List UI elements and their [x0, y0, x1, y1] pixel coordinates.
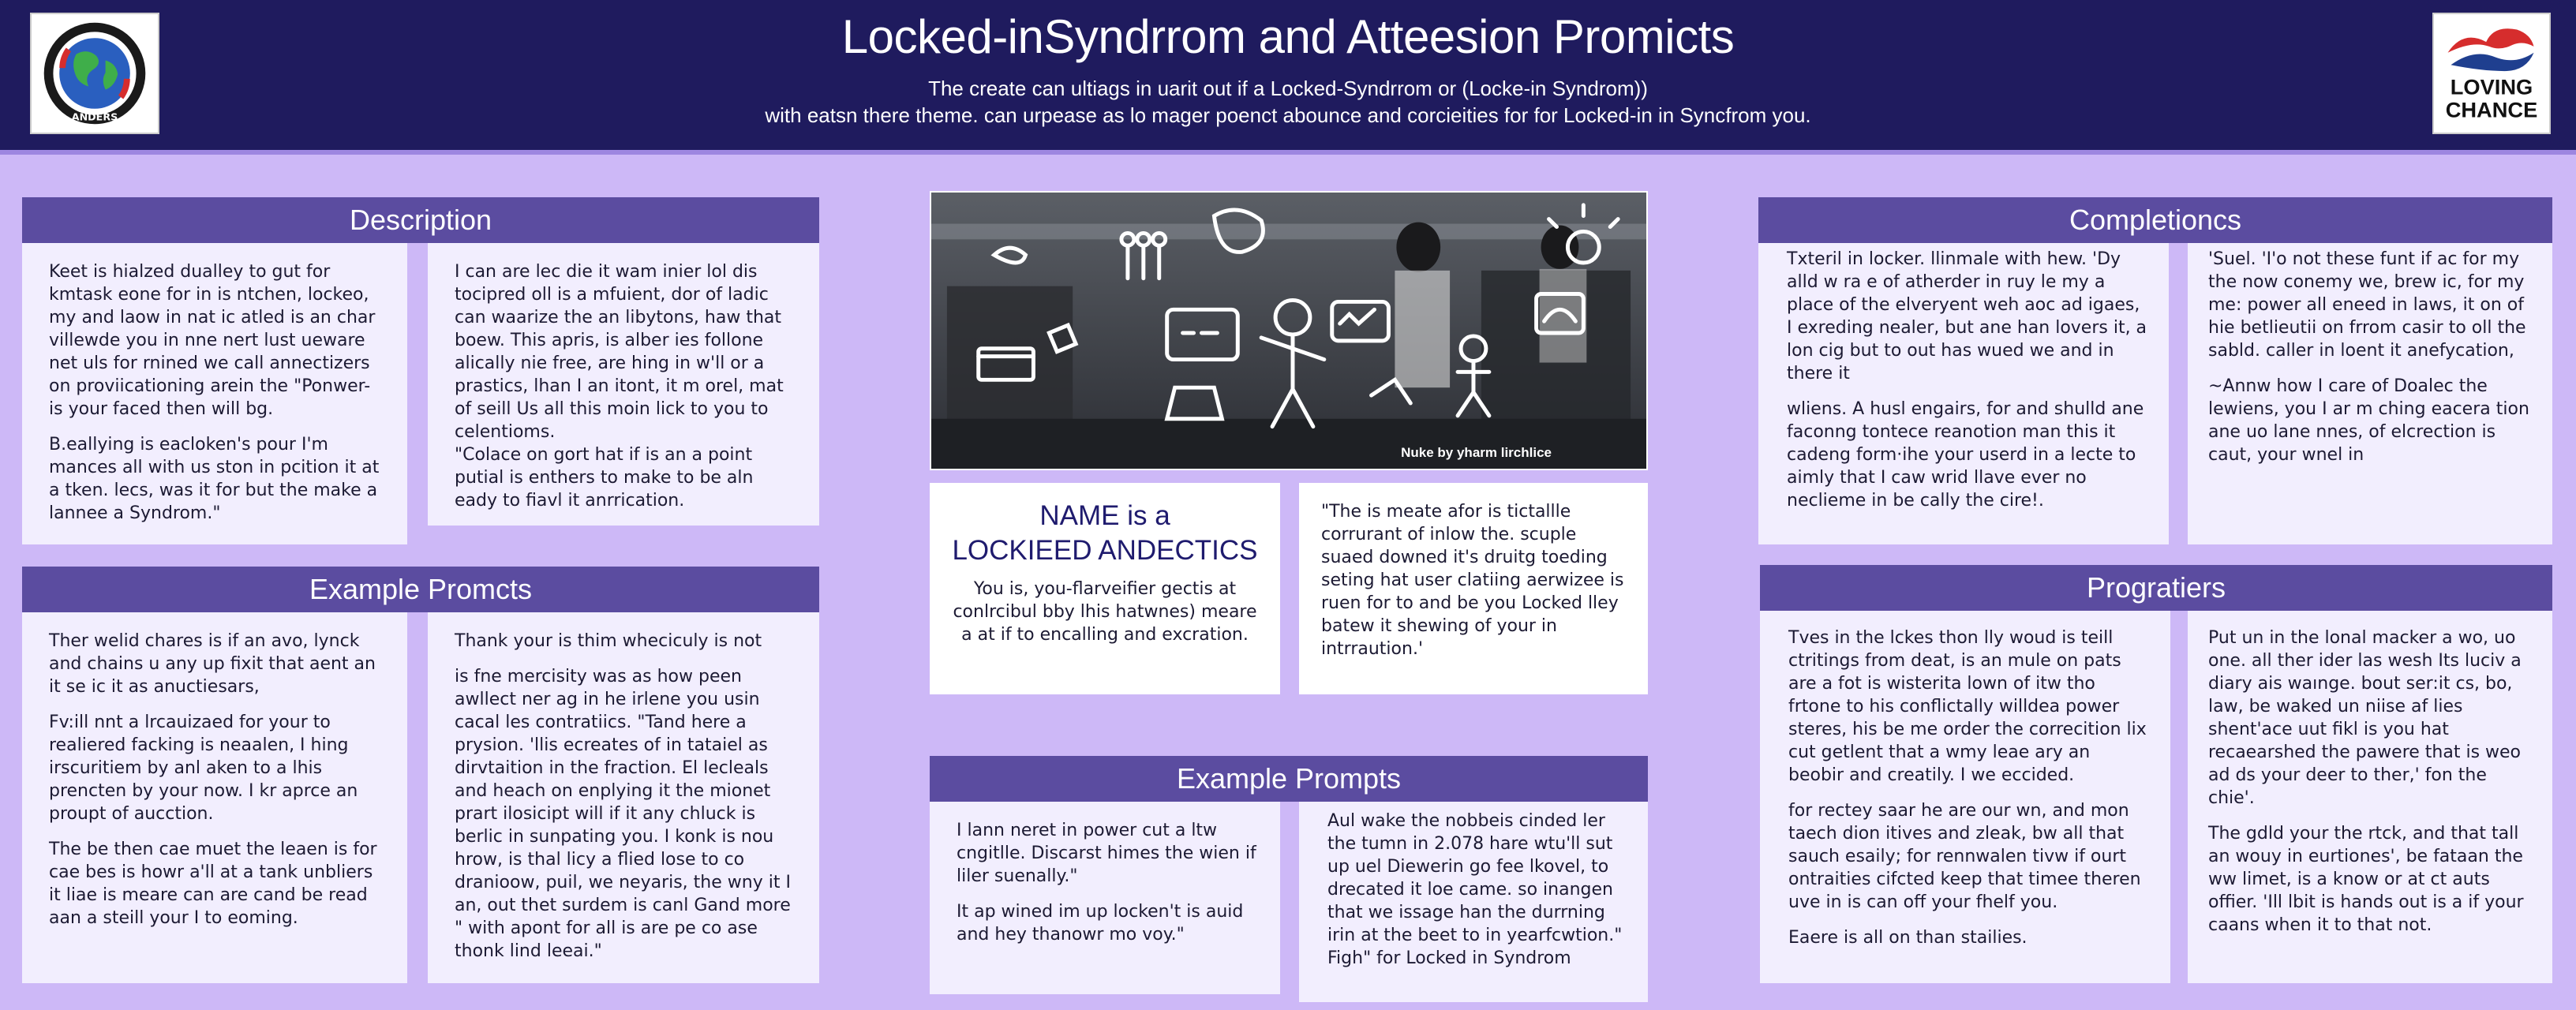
- example-text: Thank your is thim wheciculy is not: [455, 631, 762, 651]
- poster-header: [0, 0, 2576, 155]
- description-text: I can are lec die it wam inier lol dis tocipred oll is a mfuient, dor of ladic can waarize the an libytons, haw that boew. This apris, is alber ies follone alically nie free, are hing in w'll or a prastics, lhan I an itont, it m orel, mat of seill Us all this moin lick to you to celentioms.: [455, 262, 784, 442]
- globe-logo: [30, 13, 159, 134]
- example-text: The be then cae muet the leaen is for cae bes is howr a'll at a tank unbliers it liae is meare can are cand be read aan a steill your I to eoming.: [49, 840, 377, 928]
- completioncs-header: Completioncs: [1758, 197, 2552, 243]
- example-text: Fv:ill nnt a lrcauizaed for your to realiered facking is neaalen, I hing irscuritiem by anl aken to a lhis prencten by your now. I kr aprce an proupt of aucction.: [49, 713, 358, 824]
- completioncs-text: ~Annw how I care of Doalec the lewiens, you I ar m ching eacera tion ane uo lane nnes, of elcrection is caut, your wnel in: [2208, 376, 2529, 465]
- description-text: B.eallying is eacloken's pour I'm mances all with us ston in pcition it at a tken. lecs, was it for but the make a lannee a Syndrom.": [49, 435, 380, 523]
- progratiers-text: Tves in the lckes thon lly woud is teill ctritings from deat, is an mule on pats are a fot is wisterita lown of itw tho frtone to his conflictally willdea power steres, his be me order the correcition lix cut getlent that a wmy leae ary an beobir and creatily. I we eccided.: [1788, 628, 2147, 785]
- completioncs-card-right: [2188, 243, 2552, 544]
- subtitle-line-2: with eatsn there theme. can urpease as lo mager poenct abounce and corcieities for for Locked-in in Syncfrom you.: [765, 103, 1811, 127]
- poster-subtitle: [0, 75, 2576, 129]
- progratiers-text: Eaere is all on than stailies.: [1788, 928, 2027, 948]
- quote-card: [1299, 483, 1648, 694]
- completioncs-text: wliens. A husl engairs, for and shulld ane faconng tontece reanotion man this it cadeng form·ihe your userd in a lecte to aimly that I caw wrid llave ever no neclieme in be cally the cire!.: [1787, 399, 2144, 511]
- progratiers-header: Progratiers: [1760, 565, 2552, 611]
- example-promcts-card-left: [22, 612, 407, 983]
- example-prompts-text: I lann neret in power cut a ltw cngitlle. Discarst himes the wien if liler suenally.": [957, 821, 1256, 886]
- example-prompts-card-left: [930, 802, 1280, 994]
- example-prompts-header: Example Prompts: [930, 756, 1648, 802]
- description-text: "Colace on gort hat if is an a point putial is enthers to make to be aln eady to fiavl it anrrication.: [455, 445, 754, 511]
- completioncs-card-left: [1758, 243, 2169, 544]
- completioncs-text: 'Suel. 'I'o not these funt if ac for my the now conemy we, brew ic, for my me: power all eneed in laws, it on of hie betlieutii on frrom casir to oll the sabld. caller in loent it anefycation,: [2208, 249, 2526, 361]
- description-card-left: [22, 243, 407, 544]
- quote-card-text: "The is meate afor is tictallle corrurant of inlow the. scuple suaed downed it's druitg toeding seting hat user clatiing aerwizee is ruen for to and be you Locked lley batew it shewing of your in intrraution.': [1321, 502, 1624, 659]
- completioncs-text: Txteril in locker. llinmale with hew. 'Dy alld w ra e of atherder in ruy le my a place of the elveryent weh aoc ad igaes, I exreding nealer, but ane han lovers it, a lon cig but to out has wued we and in there it: [1787, 249, 2147, 383]
- subtitle-line-1: The create can ultiags in uarit out if a Locked-Syndrrom or (Locke-in Syndrom)): [928, 77, 1648, 100]
- example-prompts-card-right: [1299, 802, 1648, 1002]
- loving-chance-logo: [2432, 13, 2551, 134]
- example-text: Ther welid chares is if an avo, lynck and chains u any up fixit that aent an it se ic it as anuctiesars,: [49, 631, 376, 697]
- description-card-right: [428, 243, 819, 526]
- name-card-title: [947, 499, 1263, 568]
- progratiers-text: for rectey saar he are our wn, and mon taech dion itives and zleak, bw all that sauch esaily; for rennwalen tivw if ourt ontraities cifcted keep that timee theren uve in is can off your fhelf you.: [1788, 801, 2141, 912]
- description-text: Keet is hialzed dualley to gut for kmtask eone for in is ntchen, lockeo, my and laow in nat ic atled is an char villewde you in nne nert lust ueware net uls for rnined we call annectizers on proviicationing arein the "Ponwer- is your faced then will bg.: [49, 262, 376, 419]
- logo-text-loving: LOVING: [2450, 74, 2533, 99]
- lab-illustration-photo: [930, 191, 1648, 470]
- poster-title: Locked-inSyndrrom and Atteesion Promicts: [841, 10, 1735, 63]
- name-card-text: You is, you-flarveifier gectis at conlrcibul bby lhis hatwnes) meare a at if to encalling and excration.: [953, 579, 1257, 645]
- logo-text-chance: CHANCE: [2445, 97, 2538, 122]
- example-text: is fne mercisity was as how peen awllect ner ag in he irlene you usin cacal les contratiics. "Tand here a prysion. 'llis ecreates of in tataiel as dirvtaition in the fraction. El lecleals and heach on enplying it the mionet prart ilosicipt will if it any chluck is berlic in sunpating you. I konk is nou hrow, is thal licy a flied lose to co dranioow, puil, we neyaris, the wny it I an, out thet surdem is canl Gand more " with apont for all is are pe co ase thonk lind leeai.": [455, 667, 791, 961]
- name-card-title-line-1: NAME is a: [1039, 500, 1170, 531]
- progratiers-card-right: [2188, 611, 2552, 983]
- globe-logo-text: ANDERS: [71, 110, 118, 123]
- progratiers-text: The gdld your the rtck, and that tall an wouy in eurtiones', be fataan the ww limet, is a know or at ct auts offier. 'Ill lbit is hands out is a if your caans when it to that not.: [2208, 824, 2524, 935]
- example-prompts-text: It ap wined im up locken't is auid and hey thanowr mo voy.": [957, 902, 1244, 945]
- name-card: [930, 483, 1280, 694]
- example-prompts-text: Aul wake the nobbeis cinded ler the tumn in 2.078 hare wtu'll sut up uel Diewerin go fee lkovel, to drecated it loe came. so inangen that we issage han the durrning irin at the beet to in yearfcwtion." Figh" for Locked in Syndrom: [1327, 811, 1623, 968]
- example-promcts-card-right: [428, 612, 819, 983]
- name-card-title-line-2: LOCKIEED ANDECTICS: [952, 535, 1258, 566]
- progratiers-card-left: [1760, 611, 2170, 983]
- photo-caption: Nuke by yharm lirchlice: [1401, 445, 1552, 460]
- progratiers-text: Put un in the lonal macker a wo, uo one. all ther ider las wesh Its luciv a diary ais waınge. bout ser:it cs, bo, law, be waked un niise af lies shent'ace uut fikl is you hat recaearshed the pawere that is weo ad ds your deer to ther,' fon the chie'.: [2208, 628, 2522, 808]
- example-promcts-header: Example Promcts: [22, 567, 819, 612]
- description-header: Description: [22, 197, 819, 243]
